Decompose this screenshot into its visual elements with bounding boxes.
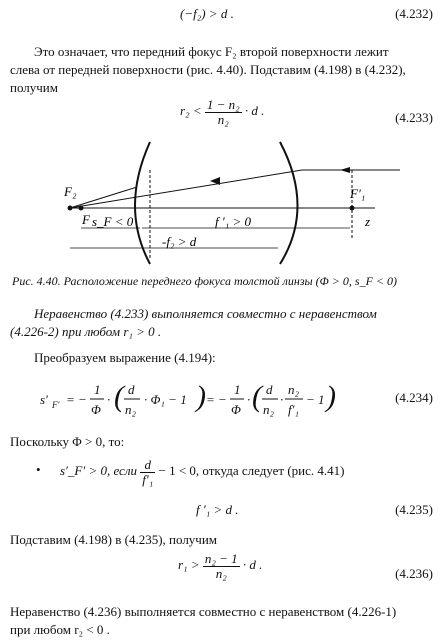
equation-4235: f ′₁ > d . [196,502,239,517]
paragraph-line: Подставим (4.198) в (4.235), получим [10,532,218,547]
svg-text:= −: = − [206,392,227,407]
label-fprime: f ′₁ > 0 [215,214,251,229]
eq-rhs: · d . [244,103,265,119]
fraction-numerator: n₂ − 1 [204,551,238,566]
svg-text:n₂: n₂ [288,382,300,397]
svg-text:· Φ₁ − 1: · Φ₁ − 1 [144,392,187,407]
equation-number: (4.233) [395,110,433,125]
figure-caption: Рис. 4.40. Расположение переднего фокуса толстой линзы (Φ > 0, s_F < 0) [12,274,398,288]
lens-front-surface [135,142,150,264]
fraction [203,552,240,580]
equation-number: (4.234) [395,390,433,405]
paragraph-line: Это означает, что передний фокус F₂ второй поверхности лежит [34,44,389,59]
svg-text:): ) [326,380,336,413]
label-minus-f2: -f₂ > d [162,234,197,249]
equation-4232: (−f₂) > d . [180,6,234,21]
focus-point-f1prime [350,206,355,211]
equation-4236 [178,552,262,580]
bullet-text-b: − 1 < 0, откуда следует (рис. 4.41) [158,463,345,479]
lens-back-surface [280,142,298,264]
svg-text:·: · [107,392,111,407]
label-f1prime: F′₁ [350,186,366,201]
svg-text:(: ( [252,380,262,413]
eq-lhs: r₁ > [178,557,200,573]
equation-number: (4.235) [395,502,433,517]
ray-arrow-right [340,167,350,173]
label-f2: F₂ [64,184,77,199]
label-z: z [365,214,371,229]
svg-text:d: d [266,382,273,397]
svg-text:1: 1 [94,382,101,397]
svg-text:Φ: Φ [91,402,101,417]
fraction: $\frac{d}{\text{f′₁}}$ [142,457,154,487]
paragraph-line: при любом r₂ < 0 . [10,622,110,637]
paragraph-line: получим [10,80,58,95]
eq-lhs: r₂ < [180,103,202,119]
equation-number: (4.236) [395,566,433,581]
svg-text:·: · [280,392,284,407]
paragraph-line: Неравенство (4.233) выполняется совместно с неравенством [34,306,377,321]
fraction [205,98,242,126]
paragraph-line: Преобразуем выражение (4.194): [34,350,216,365]
svg-text:s′: s′ [40,392,48,407]
bullet-text-a: s′_F′ > 0, если [60,463,137,479]
svg-text:n₂: n₂ [125,402,137,417]
svg-text:1: 1 [234,382,241,397]
paragraph-line: (4.226-2) при любом r₁ > 0 . [10,324,162,339]
svg-text:d: d [128,382,135,397]
focus-point-f2 [68,206,73,211]
paragraph-line: Неравенство (4.236) выполняется совместно с неравенством (4.226-1) [10,604,397,619]
fraction-denominator: n₂ [215,565,227,581]
equation-4233 [180,98,264,126]
equation-number: (4.232) [395,6,433,21]
paragraph-line: Поскольку Φ > 0, то: [10,434,125,449]
svg-text:F′: F′ [52,400,60,410]
svg-text:(: ( [114,380,124,413]
svg-text:f′₁: f′₁ [288,402,299,417]
equation-4234 [30,374,420,426]
svg-text:Φ: Φ [231,402,241,417]
svg-text:·: · [247,392,251,407]
ray-inner [70,187,137,208]
bullet-content [60,458,345,486]
focus-point-f [79,206,84,211]
fraction-denominator: n₂ [217,111,229,127]
ray-upper [70,170,302,208]
svg-text:= −: = − [66,392,87,407]
svg-text:n₂: n₂ [263,402,275,417]
svg-text:): ) [196,380,206,413]
bullet-dot: • [36,462,41,477]
svg-text:− 1: − 1 [306,392,325,407]
label-f: F [82,212,90,227]
eq-rhs: · d . [242,557,263,573]
paragraph-line: слева от передней поверхности (рис. 4.40). Подставим (4.198) в (4.232), [10,62,406,77]
figure-4-40 [50,140,440,270]
label-sf: s_F < 0 [92,214,134,229]
fraction-numerator: 1 − n₂ [206,97,240,112]
